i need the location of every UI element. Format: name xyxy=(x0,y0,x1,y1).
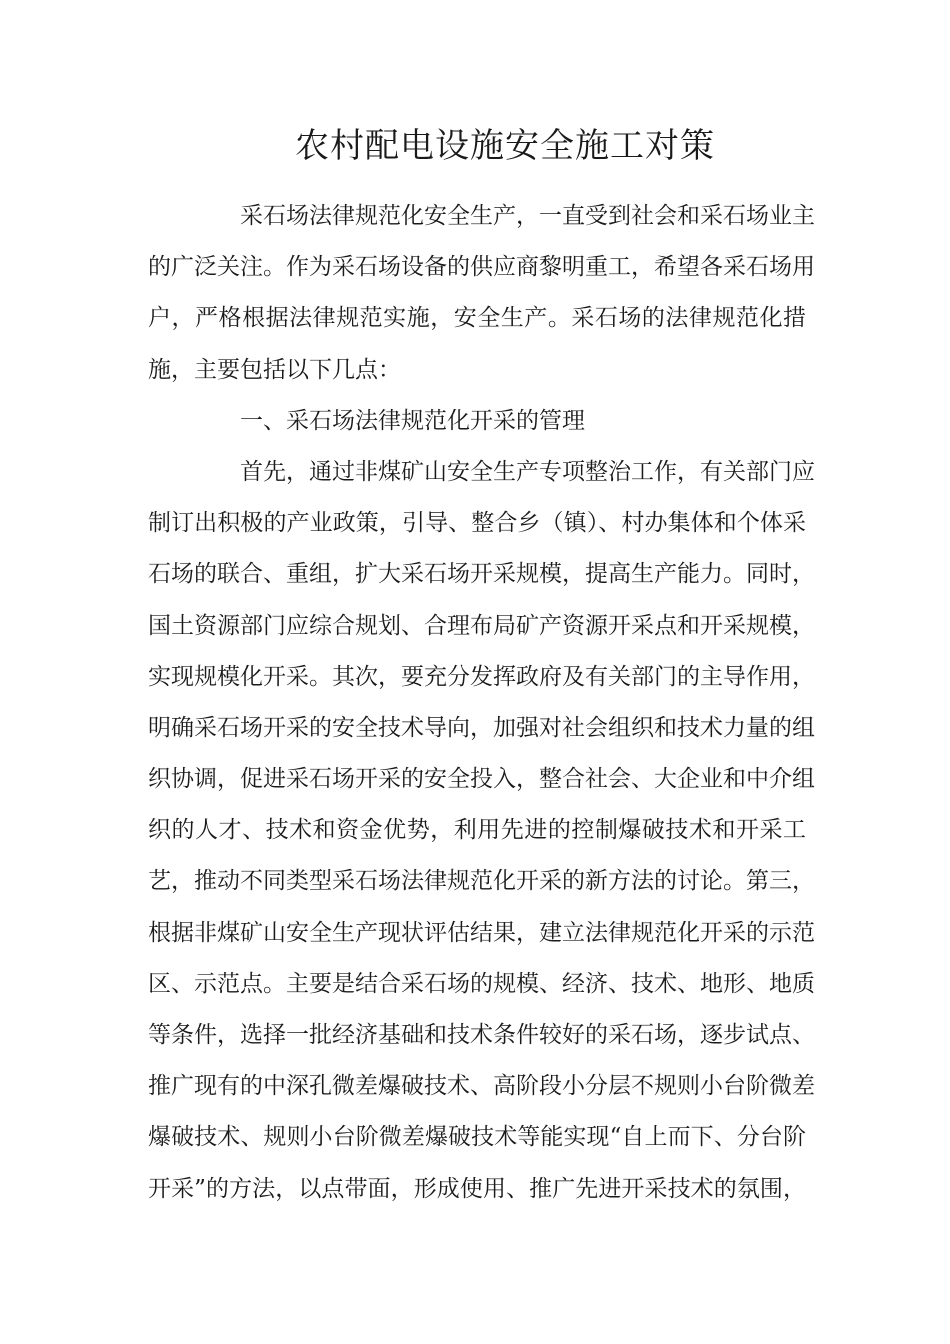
paragraph-2-line-3: 石场的联合、重组，扩大采石场开采规模，提高生产能力。同时， xyxy=(148,561,815,588)
paragraph-2-line-4: 国土资源部门应综合规划、合理布局矿产资源开采点和开采规模， xyxy=(148,612,815,639)
paragraph-2-line-1: 首先，通过非煤矿山安全生产专项整治工作，有关部门应 xyxy=(240,458,815,485)
paragraph-2-line-14: 爆破技术、规则小台阶微差爆破技术等能实现“自上而下、分台阶 xyxy=(148,1124,806,1151)
paragraph-2-line-12: 等条件，选择一批经济基础和技术条件较好的采石场，逐步试点、 xyxy=(148,1022,815,1048)
paragraph-2-line-15: 开采”的方法，以点带面，形成使用、推广先进开采技术的氛围， xyxy=(148,1175,806,1202)
paragraph-1-line-4: 施，主要包括以下几点： xyxy=(148,356,401,383)
paragraph-1-line-3: 户，严格根据法律规范实施，安全生产。采石场的法律规范化措 xyxy=(148,305,806,332)
paragraph-2-line-7: 织协调，促进采石场开采的安全投入，整合社会、大企业和中介组 xyxy=(148,766,815,793)
paragraph-2-line-5: 实现规模化开采。其次，要充分发挥政府及有关部门的主导作用， xyxy=(148,663,815,690)
document-body xyxy=(148,191,815,1215)
paragraph-2-line-10: 根据非煤矿山安全生产现状评估结果，建立法律规范化开采的示范 xyxy=(148,919,815,946)
paragraph-2-line-11: 区、示范点。主要是结合采石场的规模、经济、技术、地形、地质 xyxy=(148,970,815,997)
paragraph-1-line-2: 的广泛关注。作为采石场设备的供应商黎明重工，希望各采石场用 xyxy=(148,254,815,281)
paragraph-2-line-2: 制订出积极的产业政策，引导、整合乡（镇）、村办集体和个体采 xyxy=(148,510,806,537)
paragraph-2-line-6: 明确采石场开采的安全技术导向，加强对社会组织和技术力量的组 xyxy=(148,714,815,741)
section-heading: 一、采石场法律规范化开采的管理 xyxy=(240,407,585,434)
paragraph-2-line-9: 艺，推动不同类型采石场法律规范化开采的新方法的讨论。第三， xyxy=(148,868,815,895)
document-title: 农村配电设施安全施工对策 xyxy=(295,126,715,166)
paragraph-2-line-13: 推广现有的中深孔微差爆破技术、高阶段小分层不规则小台阶微差 xyxy=(148,1073,815,1100)
paragraph-1-line-1: 采石场法律规范化安全生产，一直受到社会和采石场业主 xyxy=(240,203,815,229)
paragraph-2-line-8: 织的人才、技术和资金优势，利用先进的控制爆破技术和开采工 xyxy=(148,817,806,844)
